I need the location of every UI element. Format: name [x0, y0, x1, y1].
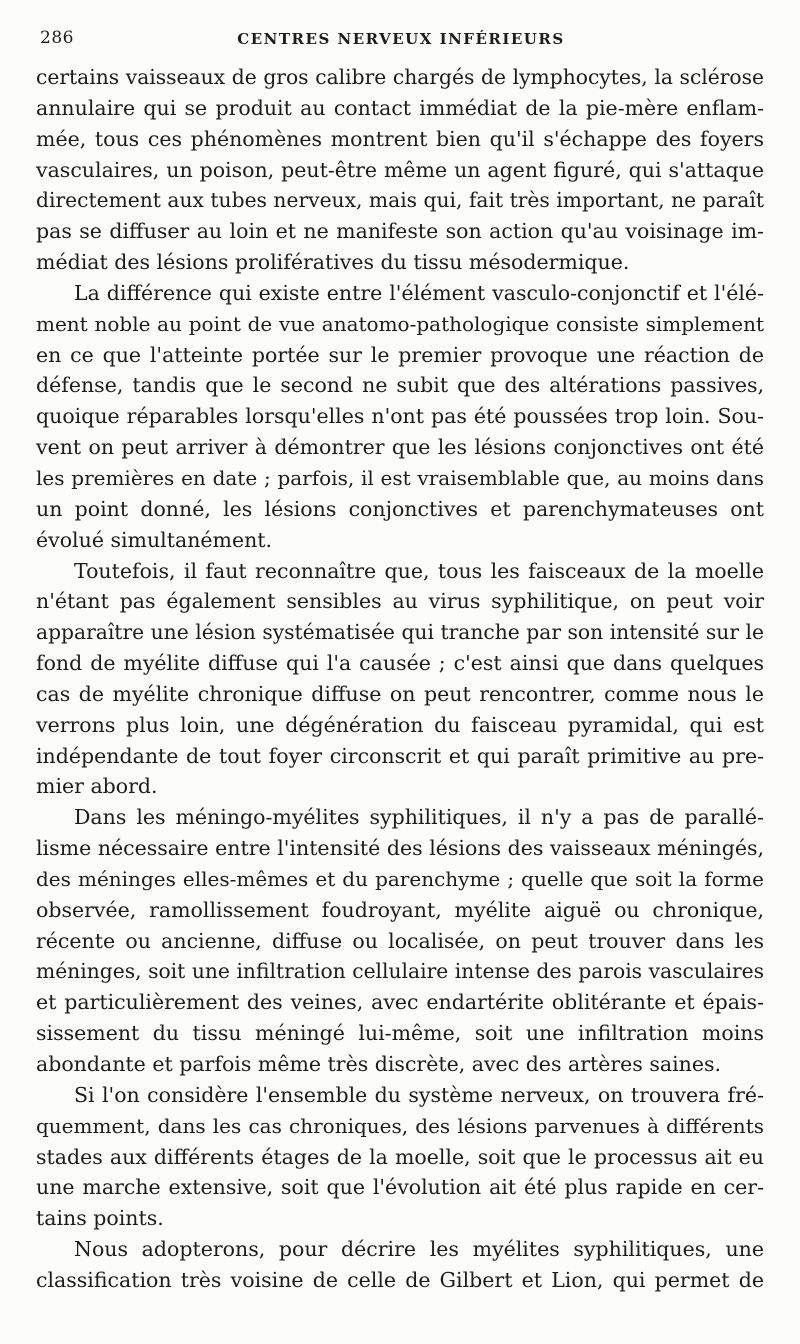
text-line: les premières en date ; parfois, il est vraisemblable que, au moins dans — [36, 465, 764, 490]
text-line: apparaître une lésion systématisée qui tranche par son intensité sur le — [36, 620, 764, 645]
paragraph — [36, 1234, 764, 1296]
text-line: évolué simultanément. — [36, 527, 273, 552]
text-line: Si l'on considère l'ensemble du système nerveux, on trouvera fré- — [74, 1082, 764, 1107]
text-line: un point donné, les lésions conjonctives et parenchymateuses ont — [36, 496, 764, 521]
page-header — [40, 28, 762, 56]
body-text — [36, 62, 764, 1296]
text-line: cas de myélite chronique diffuse on peut rencontrer, comme nous le — [36, 681, 764, 706]
text-line: verrons plus loin, une dégénération du faisceau pyramidal, qui est — [36, 712, 764, 737]
paragraph — [36, 278, 764, 556]
text-line: classification très voisine de celle de Gilbert et Lion, qui permet de — [36, 1267, 764, 1292]
paragraph — [36, 62, 764, 278]
text-line: défense, tandis que le second ne subit que des altérations passives, — [36, 373, 764, 398]
text-line: Nous adopterons, pour décrire les myélites syphilitiques, une — [74, 1237, 764, 1262]
text-line: fond de myélite diffuse qui l'a causée ; c'est ainsi que dans quelques — [36, 651, 764, 676]
page-number: 286 — [40, 28, 74, 48]
paragraph — [36, 802, 764, 1080]
text-line: Dans les méningo-myélites syphilitiques, il n'y a pas de parallé- — [74, 805, 764, 830]
text-line: lisme nécessaire entre l'intensité des lésions des vaisseaux méningés, — [36, 836, 764, 861]
text-line: mier abord. — [36, 774, 158, 799]
text-line: quoique réparables lorsqu'elles n'ont pas été poussées trop loin. Sou- — [36, 404, 764, 429]
text-line: et particulièrement des veines, avec endartérite oblitérante et épais- — [36, 990, 764, 1015]
text-line: stades aux différents étages de la moelle, soit que le processus ait eu — [36, 1144, 764, 1169]
text-line: tains points. — [36, 1206, 164, 1231]
text-line: mée, tous ces phénomènes montrent bien qu'il s'échappe des foyers — [36, 126, 764, 151]
text-line: directement aux tubes nerveux, mais qui, fait très important, ne paraît — [36, 188, 764, 213]
text-line: méninges, soit une infiltration cellulaire intense des parois vasculaires — [36, 959, 764, 984]
text-line: vent on peut arriver à démontrer que les lésions conjonctives ont été — [36, 435, 764, 460]
text-line: n'étant pas également sensibles au virus syphilitique, on peut voir — [36, 589, 764, 614]
text-line: sissement du tissu méningé lui-même, soit une infiltration moins — [36, 1021, 764, 1046]
text-line: Toutefois, il faut reconnaître que, tous les faisceaux de la moelle — [74, 558, 764, 583]
paragraph — [36, 1080, 764, 1234]
text-line: en ce que l'atteinte portée sur le premier provoque une réaction de — [36, 342, 764, 367]
text-line: observée, ramollissement foudroyant, myélite aiguë ou chronique, — [36, 897, 764, 922]
text-line: récente ou ancienne, diffuse ou localisée, on peut trouver dans les — [36, 928, 764, 953]
text-line: abondante et parfois même très discrète, avec des artères saines. — [36, 1052, 722, 1076]
text-line: ment noble au point de vue anatomo-pathologique consiste simplement — [36, 311, 764, 336]
text-line: une marche extensive, soit que l'évolution ait été plus rapide en cer- — [36, 1175, 764, 1200]
text-line: La différence qui existe entre l'élément vasculo-conjonctif et l'élé- — [74, 280, 764, 305]
text-line: vasculaires, un poison, peut-être même un agent figuré, qui s'attaque — [36, 157, 764, 182]
text-line: quemment, dans les cas chroniques, des lésions parvenues à différents — [36, 1113, 764, 1138]
text-line: indépendante de tout foyer circonscrit et qui paraît primitive au pre- — [36, 743, 764, 768]
text-line: certains vaisseaux de gros calibre chargés de lymphocytes, la sclérose — [36, 65, 764, 89]
running-title: CENTRES NERVEUX INFÉRIEURS — [237, 30, 565, 48]
text-line: annulaire qui se produit au contact immédiat de la pie-mère enflam- — [36, 95, 764, 120]
text-line: médiat des lésions prolifératives du tissu mésodermique. — [36, 250, 630, 275]
paragraph — [36, 556, 764, 803]
text-line: pas se diffuser au loin et ne manifeste son action qu'au voisinage im- — [36, 219, 764, 244]
text-line: des méninges elles-mêmes et du parenchyme ; quelle que soit la forme — [36, 866, 764, 891]
